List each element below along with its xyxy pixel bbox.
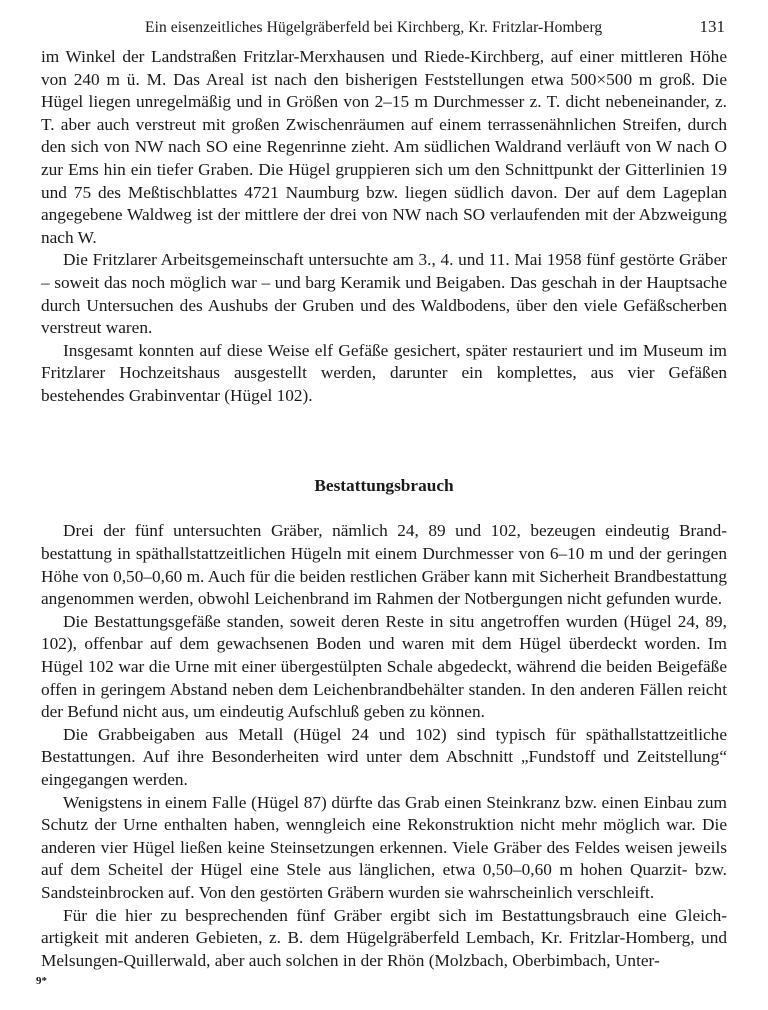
page-number: 131	[699, 17, 725, 36]
section-heading: Bestattungsbrauch	[314, 476, 454, 496]
document-page	[41, 0, 727, 972]
paragraph: Für die hier zu besprechenden fünf Gräber ergibt sich im Bestattungsbrauch eine Gleichartigkeit mit anderen Gebieten, z. B. dem Hügelgräberfeld Lembach, Kr. Fritzlar-Homberg, und Melsungen-Quillerwald, aber auch solchen in der Rhön (Molzbach, Oberbimbach, Unter-	[41, 905, 727, 970]
running-title: Ein eisenzeitliches Hügelgräberfeld bei Kirchberg, Kr. Fritzlar-Homberg	[145, 19, 603, 36]
paragraph: Die Grabbeigaben aus Metall (Hügel 24 und 102) sind typisch für späthallstattzeitliche Bestattungen. Auf ihre Besonderheiten wird unter dem Abschnitt „Fundstoff und Zeitstellung“ eingegangen werden.	[41, 724, 727, 789]
paragraph: Insgesamt konnten auf diese Weise elf Gefäße gesichert, später restauriert und im Museum im Fritzlarer Hochzeitshaus ausgestellt werden, darunter ein komplettes, aus vier Gefäßen bestehendes Grabinventar (Hügel 102).	[41, 340, 727, 405]
paragraph: Drei der fünf untersuchten Gräber, nämlich 24, 89 und 102, bezeugen eindeutig Brandbestattung in späthallstattzeitlichen Hügeln mit einem Durchmesser von 6–10 m und der geringen Höhe von 0,50–0,60 m. Auch für die beiden restlichen Gräber kann mit Sicherheit Brandbestattung angenommen werden, obwohl Leichenbrand im Rahmen der Notbergungen nicht gefunden wurde.	[41, 521, 727, 609]
sheet-signature: 9*	[36, 975, 47, 987]
paragraph: Wenigstens in einem Falle (Hügel 87) dürfte das Grab einen Steinkranz bzw. einen Einbau zum Schutz der Urne enthalten haben, wenngleich eine Rekonstruktion nicht mehr möglich war. Die anderen vier Hügel ließen keine Steinsetzungen erkennen. Viele Gräber des Feldes weisen jeweils auf dem Scheitel der Hügel eine Stele aus länglichen, etwa 0,50–0,60 m hohen Quarzit- bzw. Sandsteinbrocken auf. Von den gestörten Gräbern wurden sie wahrscheinlich verschleift.	[41, 792, 727, 902]
paragraph: Die Bestattungsgefäße standen, soweit deren Reste in situ angetroffen wurden (Hügel 24, 89, 102), offenbar auf dem gewachsenen Boden und waren mit dem Hügel überdeckt worden. Im Hügel 102 war die Urne mit einer übergestülpten Schale abgedeckt, während die beiden Beigefäße offen in geringem Abstand neben dem Leichenbrandbehälter standen. In den anderen Fällen reicht der Befund nicht aus, um eindeutig Aufschluß geben zu können.	[41, 611, 727, 722]
running-head	[41, 0, 727, 46]
paragraph: im Winkel der Landstraßen Fritzlar-Merxhausen und Riede-Kirchberg, auf einer mittleren Höhe von 240 m ü. M. Das Areal ist nach den bisherigen Feststellungen etwa 500×500 m groß. Die Hügel liegen unregelmäßig und in Größen von 2–15 m Durchmesser z. T. dicht nebeneinander, z. T. aber auch verstreut mit großen Zwischenräumen auf einem terrassenähnlichen Streifen, durch den sich von NW nach SO eine Regenrinne zieht. Am südlichen Waldrand verläuft von W nach O zur Ems hin ein tiefer Graben. Die Hügel gruppieren sich um den Schnittpunkt der Gitterlinien 19 und 75 des Meßtischblattes 4721 Naumburg bzw. liegen südlich davon. Der auf dem Lageplan angegebene Waldweg ist der mittlere der drei von NW nach SO verlaufenden mit der Abzweigung nach W.	[41, 47, 727, 247]
paragraph: Die Fritzlarer Arbeitsgemeinschaft untersuchte am 3., 4. und 11. Mai 1958 fünf gestörte Gräber – soweit das noch möglich war – und barg Keramik und Beigaben. Das geschah in der Hauptsache durch Untersuchen des Aushubs der Gruben und des Waldbodens, über den viele Gefäßscherben verstreut waren.	[41, 250, 727, 338]
